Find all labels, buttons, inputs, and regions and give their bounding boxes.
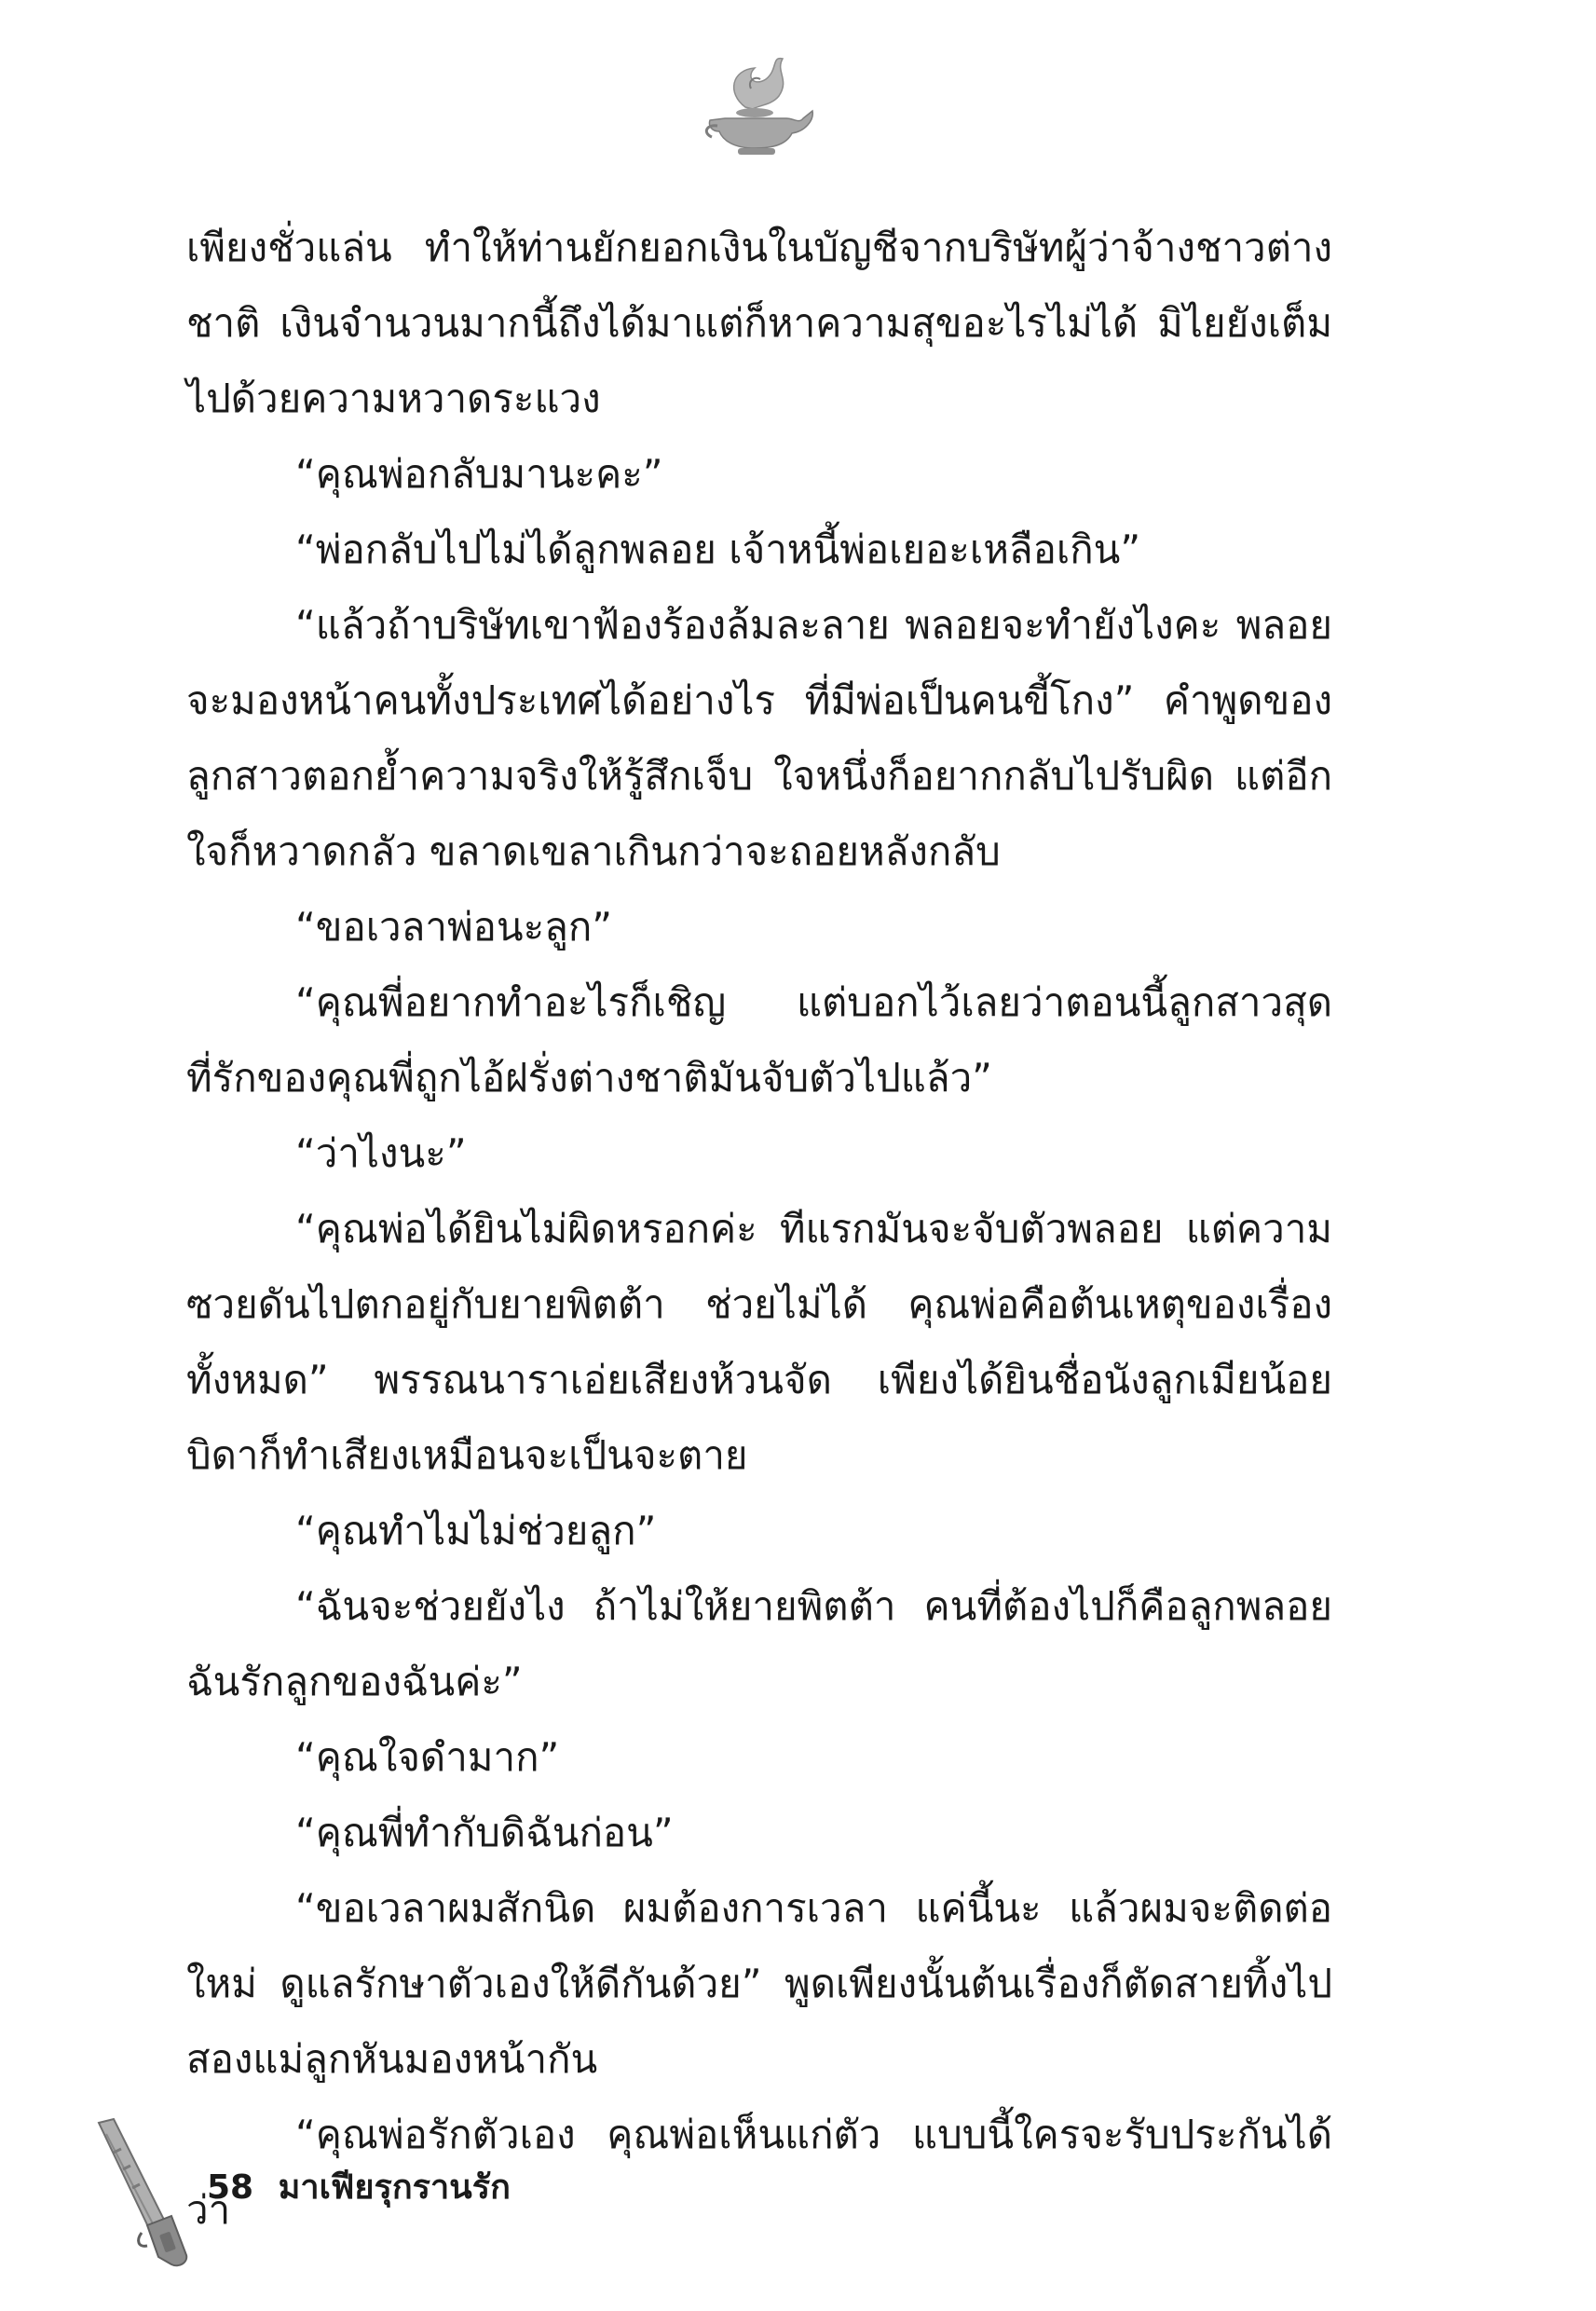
body-text [186, 210, 1332, 2248]
paragraph: เพียงชั่วแล่น ทำให้ท่านยักยอกเงินในบัญชีจากบริษัทผู้ว่าจ้างชาวต่างชาติ เงินจำนวนมากนี้ถึงได้มาแต่ก็หาความสุขอะไรไม่ได้ มิไยยังเต็มไปด้วยความหวาดระแวง [186, 225, 1332, 421]
paragraph: “พ่อกลับไปไม่ได้ลูกพลอย เจ้าหนี้พ่อเยอะเหลือเกิน” [295, 526, 1141, 572]
page-footer [207, 2160, 511, 2213]
paragraph: “คุณพ่อได้ยินไม่ผิดหรอกค่ะ ทีแรกมันจะจับตัวพลอย แต่ความซวยดันไปตกอยู่กับยายพิตต้า ช่วยไม่ได้ คุณพ่อคือต้นเหตุของเรื่องทั้งหมด” พรรณนาราเอ่ยเสียงห้วนจัด เพียงได้ยินชื่อนังลูกเมียน้อยบิดาก็ทำเสียงเหมือนจะเป็นจะตาย [186, 1206, 1332, 1478]
magic-lamp-icon [689, 51, 820, 163]
paragraph: “คุณพ่อกลับมานะคะ” [295, 451, 663, 497]
page-number: 58 [207, 2168, 254, 2207]
paragraph: “คุณพ่อรักตัวเอง คุณพ่อเห็นแก่ตัว แบบนี้ใครจะรับประกันได้ว่า [186, 2112, 1332, 2233]
paragraph: “คุณพี่ทำกับดิฉันก่อน” [295, 1810, 674, 1855]
paragraph: “คุณทำไมไม่ช่วยลูก” [295, 1508, 657, 1553]
book-title: มาเฟียรุกรานรัก [278, 2168, 511, 2207]
paragraph: “คุณพี่อยากทำอะไรก็เชิญ แต่บอกไว้เลยว่าตอนนี้ลูกสาวสุดที่รักของคุณพี่ถูกไอ้ฝรั่งต่างชาติมันจับตัวไปแล้ว” [186, 979, 1332, 1101]
paragraph: “ว่าไงนะ” [295, 1130, 467, 1176]
pistol-icon [82, 2115, 194, 2274]
paragraph: “ขอเวลาพ่อนะลูก” [295, 904, 613, 950]
paragraph: “คุณใจดำมาก” [295, 1734, 560, 1780]
paragraph: “แล้วถ้าบริษัทเขาฟ้องร้องล้มละลาย พลอยจะทำยังไงคะ พลอยจะมองหน้าคนทั้งประเทศได้อย่างไร ที่มีพ่อเป็นคนขี้โกง” คำพูดของลูกสาวตอกย้ำความจริงให้รู้สึกเจ็บ ใจหนึ่งก็อยากกลับไปรับผิด แต่อีกใจก็หวาดกลัว ขลาดเขลาเกินกว่าจะถอยหลังกลับ [186, 602, 1332, 874]
paragraph: “ขอเวลาผมสักนิด ผมต้องการเวลา แค่นี้นะ แล้วผมจะติดต่อใหม่ ดูแลรักษาตัวเองให้ดีกันด้วย” พูดเพียงนั้นต้นเรื่องก็ตัดสายทิ้งไป สองแม่ลูกหันมองหน้ากัน [186, 1885, 1332, 2082]
paragraph: “ฉันจะช่วยยังไง ถ้าไม่ให้ยายพิตต้า คนที่ต้องไปก็คือลูกพลอยฉันรักลูกของฉันค่ะ” [186, 1583, 1332, 1704]
